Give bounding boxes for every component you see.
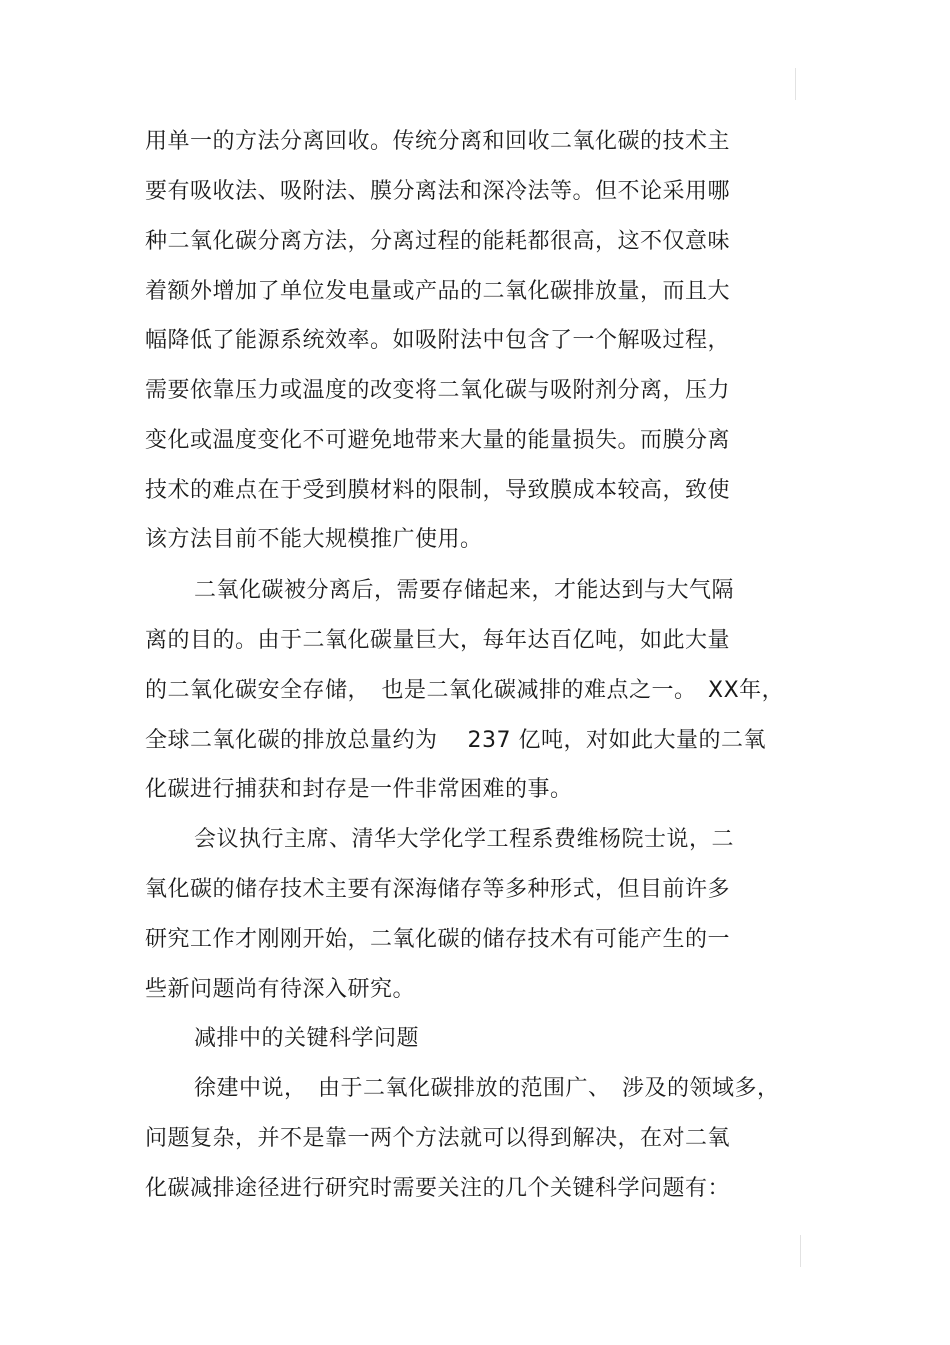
- paragraph-line: 离的目的。由于二氧化碳量巨大，每年达百亿吨，如此大量: [145, 628, 731, 653]
- paragraph-line: 二氧化碳被分离后，需要存储起来，才能达到与大气隔: [194, 578, 735, 603]
- paragraph-line: 着额外增加了单位发电量或产品的二氧化碳排放量，而且大: [145, 279, 731, 304]
- paragraph-line: 要有吸收法、吸附法、膜分离法和深冷法等。但不论采用哪: [145, 179, 731, 204]
- paragraph-line: 需要依靠压力或温度的改变将二氧化碳与吸附剂分离，压力: [145, 378, 731, 403]
- paragraph-line: 用单一的方法分离回收。传统分离和回收二氧化碳的技术主: [145, 129, 731, 154]
- paragraph-line: 氧化碳的储存技术主要有深海储存等多种形式，但目前许多: [145, 877, 731, 902]
- paragraph-line: 幅降低了能源系统效率。如吸附法中包含了一个解吸过程，: [145, 328, 731, 353]
- paragraph-line: 化碳减排途径进行研究时需要关注的几个关键科学问题有：: [145, 1176, 731, 1201]
- page-edge-mark-bottom: [800, 1235, 801, 1267]
- paragraph-line: 会议执行主席、清华大学化学工程系费维杨院士说，二: [194, 827, 735, 852]
- paragraph-line: 技术的难点在于受到膜材料的限制，导致膜成本较高，致使: [145, 478, 731, 503]
- page-edge-mark-top: [795, 68, 796, 100]
- paragraph-line: 研究工作才刚刚开始，二氧化碳的储存技术有可能产生的一: [145, 927, 731, 952]
- paragraph-line: 全球二氧化碳的排放总量约为 237 亿吨，对如此大量的二氧: [145, 728, 766, 753]
- paragraph-line: 该方法目前不能大规模推广使用。: [145, 527, 483, 552]
- paragraph-line: 徐建中说， 由于二氧化碳排放的范围广、 涉及的领域多，: [194, 1076, 780, 1101]
- paragraph-line: 变化或温度变化不可避免地带来大量的能量损失。而膜分离: [145, 428, 731, 453]
- section-heading: 减排中的关键科学问题: [194, 1026, 420, 1051]
- paragraph-line: 问题复杂，并不是靠一两个方法就可以得到解决，在对二氧: [145, 1126, 731, 1151]
- paragraph-line: 种二氧化碳分离方法，分离过程的能耗都很高，这不仅意味: [145, 229, 731, 254]
- paragraph-line: 的二氧化碳安全存储， 也是二氧化碳减排的难点之一。 XX年，: [145, 678, 785, 703]
- paragraph-line: 些新问题尚有待深入研究。: [145, 977, 416, 1002]
- paragraph-line: 化碳进行捕获和封存是一件非常困难的事。: [145, 777, 573, 802]
